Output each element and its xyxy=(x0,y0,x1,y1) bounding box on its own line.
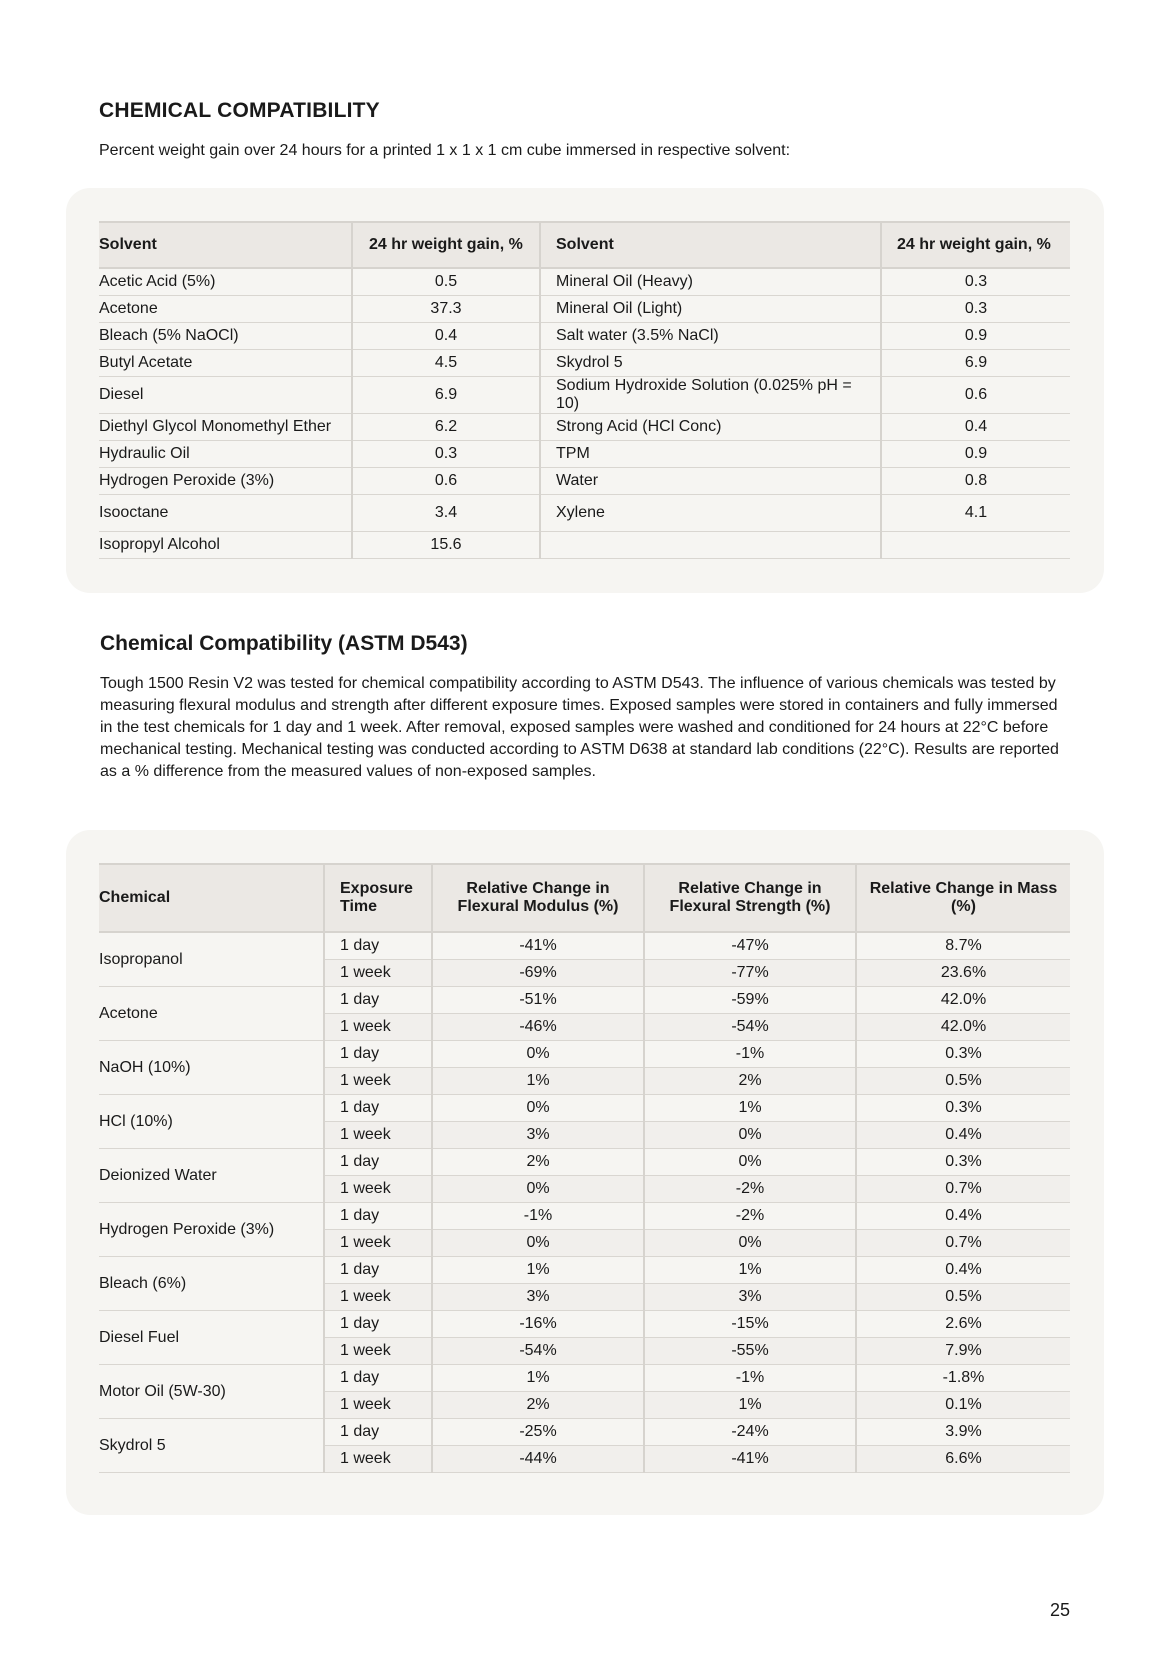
table-row xyxy=(99,1041,1070,1068)
exposure-time: 1 day xyxy=(324,987,432,1014)
flexural-strength-change: 1% xyxy=(644,1257,856,1284)
solvent-name: Water xyxy=(540,468,881,495)
exposure-time: 1 day xyxy=(324,1203,432,1230)
solvent-name: Bleach (5% NaOCl) xyxy=(99,323,352,350)
flexural-modulus-change: 0% xyxy=(432,1230,644,1257)
chemical-name: Hydrogen Peroxide (3%) xyxy=(99,1203,324,1257)
flexural-strength-change: -54% xyxy=(644,1014,856,1041)
exposure-time: 1 day xyxy=(324,1257,432,1284)
flexural-strength-change: -41% xyxy=(644,1446,856,1473)
flexural-modulus-change: -41% xyxy=(432,932,644,960)
solvent-name: Butyl Acetate xyxy=(99,350,352,377)
chemical-name: NaOH (10%) xyxy=(99,1041,324,1095)
weight-gain-value: 0.3 xyxy=(352,441,540,468)
column-header: Chemical xyxy=(99,864,324,932)
flexural-strength-change: 3% xyxy=(644,1284,856,1311)
chemical-name: Motor Oil (5W-30) xyxy=(99,1365,324,1419)
mass-change: 2.6% xyxy=(856,1311,1070,1338)
weight-gain-value: 0.6 xyxy=(352,468,540,495)
solvent-name: Diethyl Glycol Monomethyl Ether xyxy=(99,414,352,441)
weight-gain-value: 6.9 xyxy=(352,377,540,414)
flexural-modulus-change: -1% xyxy=(432,1203,644,1230)
exposure-time: 1 week xyxy=(324,1392,432,1419)
flexural-modulus-change: 1% xyxy=(432,1365,644,1392)
exposure-time: 1 week xyxy=(324,1176,432,1203)
weight-gain-value: 15.6 xyxy=(352,532,540,559)
mass-change: 6.6% xyxy=(856,1446,1070,1473)
exposure-time: 1 day xyxy=(324,1311,432,1338)
solvent-name: Mineral Oil (Light) xyxy=(540,296,881,323)
flexural-modulus-change: -25% xyxy=(432,1419,644,1446)
column-header: Exposure Time xyxy=(324,864,432,932)
chemical-name: Skydrol 5 xyxy=(99,1419,324,1473)
exposure-time: 1 week xyxy=(324,960,432,987)
exposure-time: 1 day xyxy=(324,1095,432,1122)
page-number: 25 xyxy=(1049,1600,1070,1620)
chemical-name: Deionized Water xyxy=(99,1149,324,1203)
table-row xyxy=(99,1203,1070,1230)
flexural-modulus-change: 0% xyxy=(432,1176,644,1203)
mass-change: 0.5% xyxy=(856,1068,1070,1095)
table-row xyxy=(99,377,1070,414)
weight-gain-value: 0.8 xyxy=(881,468,1070,495)
flexural-modulus-change: -51% xyxy=(432,987,644,1014)
table-row xyxy=(99,414,1070,441)
table-row xyxy=(99,323,1070,350)
astm-d543-table xyxy=(99,863,1070,1473)
solvent-name: Isooctane xyxy=(99,495,352,532)
solvent-name: Sodium Hydroxide Solution (0.025% pH = 10) xyxy=(540,377,881,414)
flexural-strength-change: -47% xyxy=(644,932,856,960)
table-row xyxy=(99,1149,1070,1176)
flexural-modulus-change: 3% xyxy=(432,1122,644,1149)
exposure-time: 1 day xyxy=(324,1149,432,1176)
flexural-modulus-change: 2% xyxy=(432,1149,644,1176)
column-header: Solvent xyxy=(540,222,881,268)
column-header: Solvent xyxy=(99,222,352,268)
exposure-time: 1 day xyxy=(324,1365,432,1392)
section-title: CHEMICAL COMPATIBILITY xyxy=(99,99,380,122)
weight-gain-value: 0.9 xyxy=(881,441,1070,468)
mass-change: 0.1% xyxy=(856,1392,1070,1419)
mass-change: 0.7% xyxy=(856,1176,1070,1203)
weight-gain-value: 0.5 xyxy=(352,268,540,296)
table-row xyxy=(99,268,1070,296)
mass-change: 0.5% xyxy=(856,1284,1070,1311)
flexural-strength-change: 2% xyxy=(644,1068,856,1095)
mass-change: 0.3% xyxy=(856,1041,1070,1068)
chemical-name: Isopropanol xyxy=(99,932,324,987)
flexural-strength-change: -59% xyxy=(644,987,856,1014)
chemical-name: HCl (10%) xyxy=(99,1095,324,1149)
mass-change: 42.0% xyxy=(856,987,1070,1014)
mass-change: 8.7% xyxy=(856,932,1070,960)
exposure-time: 1 week xyxy=(324,1338,432,1365)
weight-gain-value: 0.4 xyxy=(352,323,540,350)
section-intro: Percent weight gain over 24 hours for a printed 1 x 1 x 1 cm cube immersed in respective solvent: xyxy=(99,142,791,159)
exposure-time: 1 week xyxy=(324,1446,432,1473)
solvent-name: Skydrol 5 xyxy=(540,350,881,377)
exposure-time: 1 week xyxy=(324,1122,432,1149)
weight-gain-value xyxy=(881,532,1070,559)
exposure-time: 1 day xyxy=(324,1041,432,1068)
solvent-name: TPM xyxy=(540,441,881,468)
table-header-row xyxy=(99,222,1070,268)
exposure-time: 1 day xyxy=(324,932,432,960)
solvent-name xyxy=(540,532,881,559)
table-row xyxy=(99,1095,1070,1122)
solvent-name: Isopropyl Alcohol xyxy=(99,532,352,559)
mass-change: -1.8% xyxy=(856,1365,1070,1392)
flexural-strength-change: 1% xyxy=(644,1392,856,1419)
astm-table-card xyxy=(66,830,1104,1515)
exposure-time: 1 week xyxy=(324,1230,432,1257)
mass-change: 0.4% xyxy=(856,1122,1070,1149)
column-header: Relative Change in Mass (%) xyxy=(856,864,1070,932)
mass-change: 7.9% xyxy=(856,1338,1070,1365)
table-row xyxy=(99,350,1070,377)
flexural-strength-change: 0% xyxy=(644,1149,856,1176)
solvent-name: Mineral Oil (Heavy) xyxy=(540,268,881,296)
solvent-name: Strong Acid (HCl Conc) xyxy=(540,414,881,441)
exposure-time: 1 week xyxy=(324,1014,432,1041)
flexural-modulus-change: 3% xyxy=(432,1284,644,1311)
column-header: 24 hr weight gain, % xyxy=(881,222,1070,268)
solvent-name: Diesel xyxy=(99,377,352,414)
weight-gain-value: 6.9 xyxy=(881,350,1070,377)
flexural-strength-change: -24% xyxy=(644,1419,856,1446)
chemical-name: Acetone xyxy=(99,987,324,1041)
flexural-strength-change: 0% xyxy=(644,1230,856,1257)
weight-gain-value: 0.4 xyxy=(881,414,1070,441)
table-row xyxy=(99,932,1070,960)
flexural-modulus-change: 2% xyxy=(432,1392,644,1419)
exposure-time: 1 day xyxy=(324,1419,432,1446)
table-row xyxy=(99,441,1070,468)
table-row xyxy=(99,987,1070,1014)
chemical-name: Bleach (6%) xyxy=(99,1257,324,1311)
flexural-strength-change: 1% xyxy=(644,1095,856,1122)
chemical-name: Diesel Fuel xyxy=(99,1311,324,1365)
exposure-time: 1 week xyxy=(324,1284,432,1311)
mass-change: 0.3% xyxy=(856,1095,1070,1122)
flexural-modulus-change: -46% xyxy=(432,1014,644,1041)
solvent-table-card xyxy=(66,188,1104,593)
table-row xyxy=(99,1257,1070,1284)
flexural-strength-change: 0% xyxy=(644,1122,856,1149)
weight-gain-value: 3.4 xyxy=(352,495,540,532)
section-title: Chemical Compatibility (ASTM D543) xyxy=(100,632,468,655)
solvent-name: Acetic Acid (5%) xyxy=(99,268,352,296)
flexural-modulus-change: 0% xyxy=(432,1041,644,1068)
table-row xyxy=(99,1365,1070,1392)
weight-gain-value: 37.3 xyxy=(352,296,540,323)
solvent-name: Xylene xyxy=(540,495,881,532)
column-header: Relative Change in Flexural Strength (%) xyxy=(644,864,856,932)
flexural-modulus-change: -69% xyxy=(432,960,644,987)
column-header: Relative Change in Flexural Modulus (%) xyxy=(432,864,644,932)
mass-change: 0.4% xyxy=(856,1257,1070,1284)
flexural-strength-change: -2% xyxy=(644,1176,856,1203)
mass-change: 3.9% xyxy=(856,1419,1070,1446)
flexural-strength-change: -77% xyxy=(644,960,856,987)
flexural-modulus-change: 1% xyxy=(432,1068,644,1095)
flexural-strength-change: -55% xyxy=(644,1338,856,1365)
weight-gain-value: 6.2 xyxy=(352,414,540,441)
solvent-name: Hydraulic Oil xyxy=(99,441,352,468)
flexural-strength-change: -1% xyxy=(644,1365,856,1392)
solvent-weight-gain-table xyxy=(99,221,1070,559)
flexural-strength-change: -1% xyxy=(644,1041,856,1068)
table-row xyxy=(99,495,1070,532)
weight-gain-value: 4.5 xyxy=(352,350,540,377)
flexural-modulus-change: -44% xyxy=(432,1446,644,1473)
table-header-row xyxy=(99,864,1070,932)
weight-gain-value: 0.3 xyxy=(881,296,1070,323)
section-description: Tough 1500 Resin V2 was tested for chemical compatibility according to ASTM D543. The influence of various chemicals was tested by measuring flexural modulus and strength after different exposure times. Exposed samples were stored in containers and fully immersed in the test chemicals for 1 day and 1 week. After removal, exposed samples were washed and conditioned for 24 hours at 22°C before mechanical testing. Mechanical testing was conducted according to ASTM D638 at standard lab conditions (22°C). Results are reported as a % difference from the measured values of non-exposed samples. xyxy=(100,675,1059,780)
weight-gain-value: 4.1 xyxy=(881,495,1070,532)
weight-gain-value: 0.3 xyxy=(881,268,1070,296)
solvent-name: Acetone xyxy=(99,296,352,323)
mass-change: 23.6% xyxy=(856,960,1070,987)
flexural-modulus-change: 1% xyxy=(432,1257,644,1284)
table-row xyxy=(99,532,1070,559)
mass-change: 0.3% xyxy=(856,1149,1070,1176)
column-header: 24 hr weight gain, % xyxy=(352,222,540,268)
solvent-name: Hydrogen Peroxide (3%) xyxy=(99,468,352,495)
flexural-strength-change: -2% xyxy=(644,1203,856,1230)
table-row xyxy=(99,468,1070,495)
flexural-modulus-change: -54% xyxy=(432,1338,644,1365)
table-row xyxy=(99,1311,1070,1338)
table-row xyxy=(99,296,1070,323)
weight-gain-value: 0.6 xyxy=(881,377,1070,414)
mass-change: 42.0% xyxy=(856,1014,1070,1041)
flexural-strength-change: -15% xyxy=(644,1311,856,1338)
flexural-modulus-change: 0% xyxy=(432,1095,644,1122)
mass-change: 0.7% xyxy=(856,1230,1070,1257)
mass-change: 0.4% xyxy=(856,1203,1070,1230)
solvent-name: Salt water (3.5% NaCl) xyxy=(540,323,881,350)
flexural-modulus-change: -16% xyxy=(432,1311,644,1338)
table-row xyxy=(99,1419,1070,1446)
exposure-time: 1 week xyxy=(324,1068,432,1095)
weight-gain-value: 0.9 xyxy=(881,323,1070,350)
